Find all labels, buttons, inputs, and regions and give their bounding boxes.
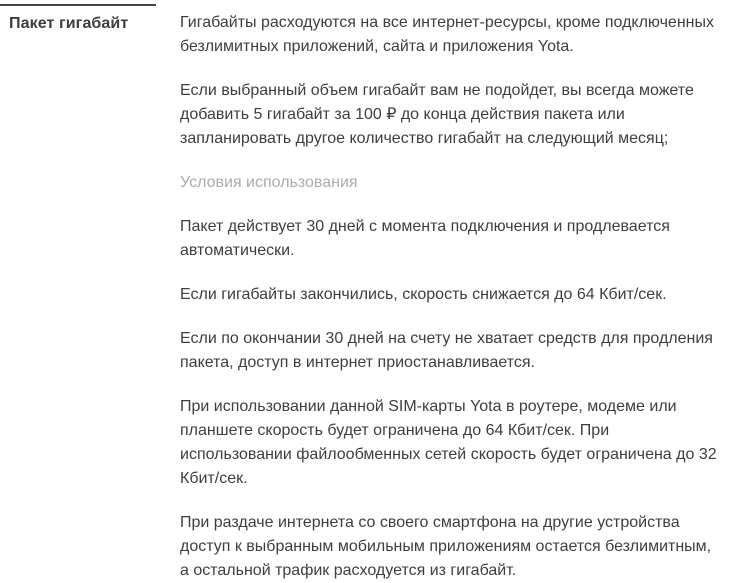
paragraph-insufficient-funds: Если по окончании 30 дней на счету не хватает средств для продления пакета, доступ в интернет приостанавливается. bbox=[180, 330, 713, 371]
term-cell bbox=[0, 4, 156, 35]
paragraph-package-duration: Пакет действует 30 дней с момента подключения и продлевается автоматически. bbox=[180, 218, 670, 259]
term-label: Пакет гигабайт bbox=[9, 15, 129, 32]
paragraph-speed-after-limit: Если гигабайты закончились, скорость снижается до 64 Кбит/сек. bbox=[180, 286, 667, 303]
description-cell bbox=[180, 4, 720, 583]
paragraph-add-gigabytes: Если выбранный объем гигабайт вам не подойдет, вы всегда можете добавить 5 гигабайт за 100 ₽ до конца действия пакета или запланировать другое количество гигабайт на следующий месяц; bbox=[180, 82, 694, 147]
paragraph-gigabytes-usage: Гигабайты расходуются на все интернет-ресурсы, кроме подключенных безлимитных приложений, сайта и приложения Yota. bbox=[180, 14, 714, 55]
paragraph-tethering: При раздаче интернета со своего смартфона на другие устройства доступ к выбранным мобильным приложениям остается безлимитным, а остальной трафик расходуется из гигабайт. bbox=[180, 514, 712, 579]
paragraph-sim-in-devices: При использовании данной SIM-карты Yota в роутере, модеме или планшете скорость будет ограничена до 64 Кбит/сек. При использовании файлообменных сетей скорость будет ограничена до 32 Кбит/сек. bbox=[180, 398, 717, 487]
usage-conditions-subheading: Условия использования bbox=[180, 174, 358, 191]
